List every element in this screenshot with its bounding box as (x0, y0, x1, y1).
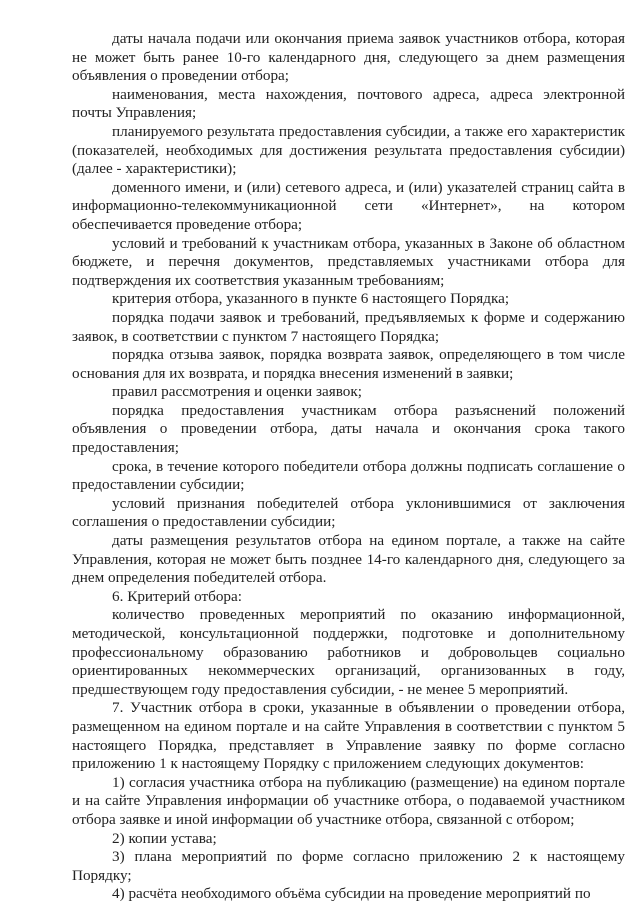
list-item: 3) плана мероприятий по форме согласно приложению 2 к настоящему Порядку; (72, 848, 625, 884)
paragraph: планируемого результата предоставления субсидии, а также его характеристик (показателей, необходимых для достижения результата предоставления субсидии) (далее - характеристики); (72, 122, 625, 178)
paragraph: доменного имени, и (или) сетевого адреса, и (или) указателей страниц сайта в информационно-телекоммуникационной сети «Интернет», на котором обеспечивается проведение отбора; (72, 178, 625, 233)
paragraph: условий признания победителей отбора уклонившимися от заключения соглашения о предоставлении субсидии; (72, 494, 625, 531)
paragraph: количество проведенных мероприятий по оказанию информационной, методической, консультационной поддержки, подготовке и дополнительному профессиональному образованию работников и добровольцев социально ориентированных некоммерческих организаций, организованных в году, предшествующем году предоставления субсидии, - не менее 5 мероприятий. (72, 606, 625, 698)
paragraph: условий и требований к участникам отбора, указанных в Законе об областном бюджете, и перечня документов, представляемых участниками отбора для подтверждения их соответствия указанным требованиям; (72, 234, 625, 289)
paragraph: порядка предоставления участникам отбора разъяснений положений объявления о проведении отбора, даты начала и окончания срока такого предоставления; (72, 401, 625, 457)
paragraph: порядка отзыва заявок, порядка возврата заявок, определяющего в том числе основания для их возврата, и порядка внесения изменений в заявки; (72, 346, 625, 382)
paragraph: порядка подачи заявок и требований, предъявляемых к форме и содержанию заявок, в соответствии с пунктом 7 настоящего Порядка; (72, 308, 625, 345)
list-item: 4) расчёта необходимого объёма субсидии на проведение мероприятий по (112, 885, 591, 903)
paragraph: даты размещения результатов отбора на едином портале, а также на сайте Управления, которая не может быть позднее 14-го календарного дня, следующего за днем определения победителей отбора. (72, 532, 625, 587)
paragraph: даты начала подачи или окончания приема заявок участников отбора, которая не может быть ранее 10-го календарного дня, следующего за днем размещения объявления о проведении отбора; (72, 30, 625, 85)
paragraph: 7. Участник отбора в сроки, указанные в объявлении о проведении отбора, размещенном на едином портале и на сайте Управления в соответствии с пунктом 5 настоящего Порядка, представляет в Управление заявку по форме согласно приложению 1 к настоящему Порядку с приложением следующих документов: (72, 699, 625, 773)
list-item: 1) согласия участника отбора на публикацию (размещение) на едином портале и на сайте Управления информации об участнике отбора, о подаваемой участником отбора заявке и иной информации об участнике отбора, связанной с отбором; (72, 773, 625, 828)
list-item: 2) копии устава; (112, 829, 217, 847)
paragraph: критерия отбора, указанного в пункте 6 настоящего Порядка; (112, 290, 510, 308)
document-body (72, 30, 625, 904)
paragraph: правил рассмотрения и оценки заявок; (112, 383, 362, 401)
paragraph: наименования, места нахождения, почтового адреса, адреса электронной почты Управления; (72, 85, 625, 122)
paragraph: срока, в течение которого победители отбора должны подписать соглашение о предоставлении субсидии; (72, 457, 625, 494)
section-heading: 6. Критерий отбора: (112, 587, 242, 605)
